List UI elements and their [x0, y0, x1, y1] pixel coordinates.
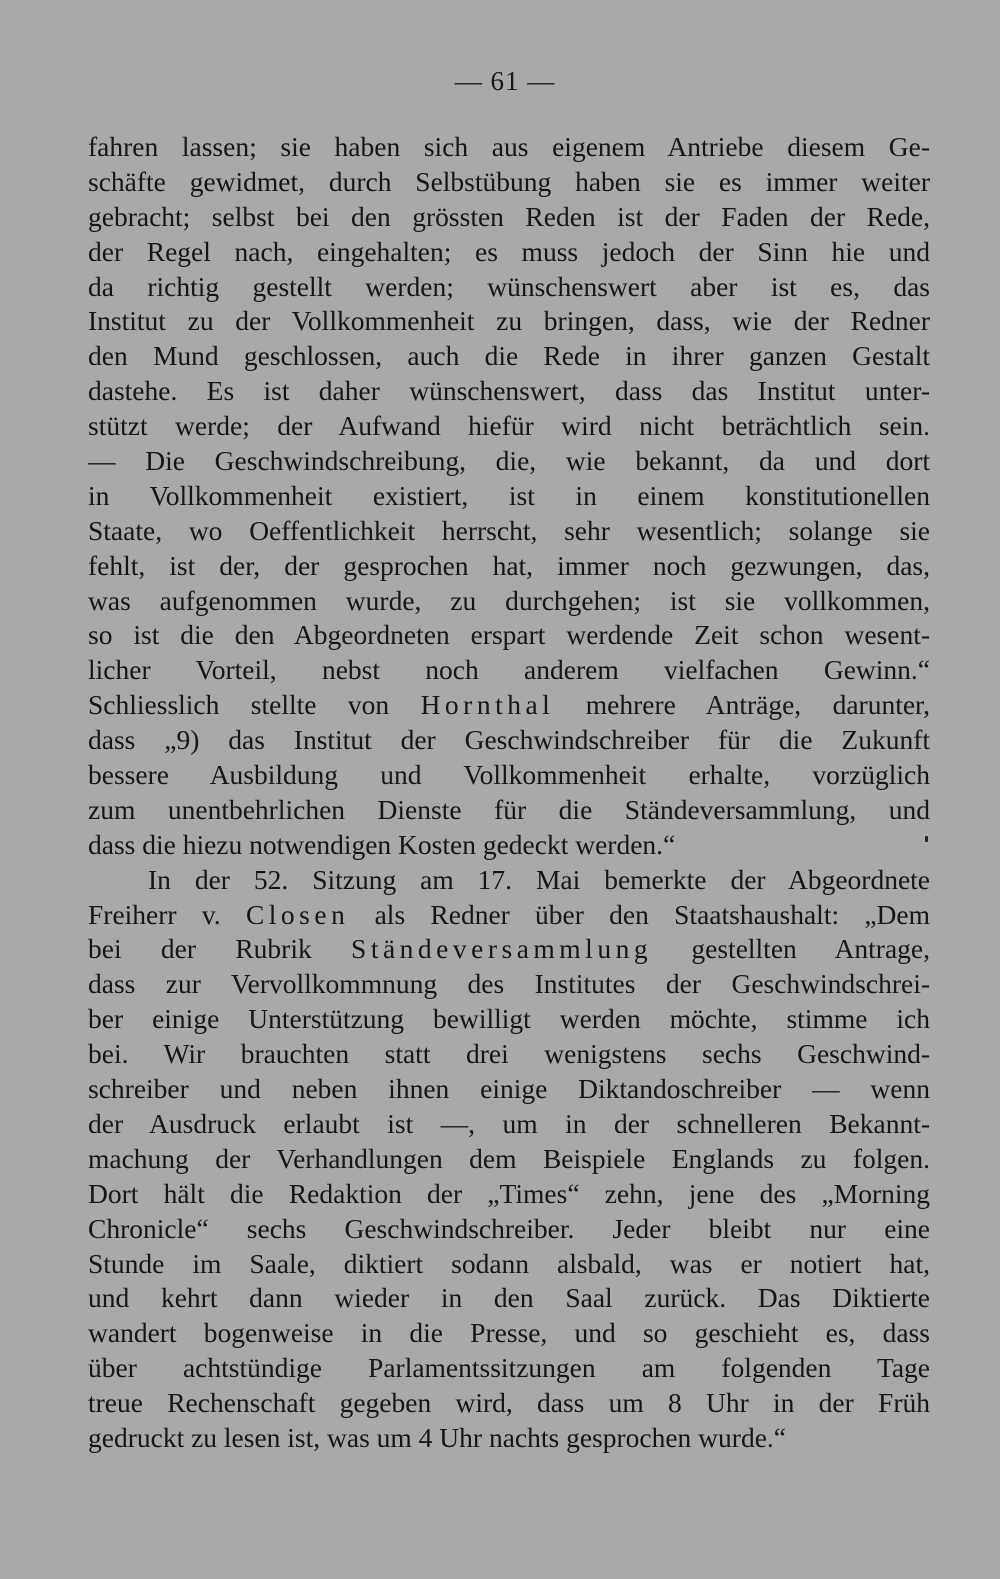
text-line: schäfte gewidmet, durch Selbstübung haben sie es immer weiter	[88, 165, 930, 197]
text-line: treue Rechenschaft gegeben wird, dass um 8 Uhr in der Früh	[88, 1387, 930, 1419]
spaced-name-closen: Closen	[245, 898, 350, 930]
text-fragment: mehrere Anträge, darunter,	[585, 689, 930, 721]
text-line: dass zur Vervollkommnung des Institutes der Geschwindschrei-	[88, 968, 930, 1000]
text-line-closen	[88, 898, 930, 933]
text-fragment: gestellten Antrage,	[691, 933, 931, 965]
text-line: so ist die den Abgeordneten erspart werdende Zeit schon wesent-	[88, 619, 930, 651]
text-line: der Regel nach, eingehalten; es muss jedoch der Sinn hie und	[88, 235, 930, 267]
text-line: gedruckt zu lesen ist, was um 4 Uhr nachts gesprochen wurde.“	[88, 1421, 786, 1453]
text-line: und kehrt dann wieder in den Saal zurück. Das Diktierte	[88, 1282, 930, 1314]
text-fragment: Schliesslich stellte von	[88, 689, 390, 721]
text-line: da richtig gestellt werden; wünschenswert aber ist es, das	[88, 270, 930, 302]
text-line: Staate, wo Oeffentlichkeit herrscht, sehr wesentlich; solange sie	[88, 514, 930, 546]
text-line: gebracht; selbst bei den grössten Reden ist der Faden der Rede,	[88, 200, 930, 232]
text-line-hornthal	[88, 688, 930, 723]
text-line: Institut zu der Vollkommenheit zu bringen, dass, wie der Redner	[88, 305, 930, 337]
text-line: — Die Geschwindschreibung, die, wie bekannt, da und dort	[88, 445, 930, 477]
text-line: schreiber und neben ihnen einige Diktandoschreiber — wenn	[88, 1073, 930, 1105]
page-number: — 61 —	[454, 66, 556, 96]
scan-speck	[925, 836, 928, 842]
text-line: Dort hält die Redaktion der „Times“ zehn, jene des „Morning	[88, 1177, 930, 1209]
text-line: fahren lassen; sie haben sich aus eigenem Antriebe diesem Ge-	[88, 131, 930, 162]
text-line: Stunde im Saale, diktiert sodann alsbald, was er notiert hat,	[88, 1247, 930, 1279]
text-line: bessere Ausbildung und Vollkommenheit erhalte, vorzüglich	[88, 759, 930, 791]
text-line: zum unentbehrlichen Dienste für die Ständeversammlung, und	[88, 793, 930, 825]
text-line: über achtstündige Parlamentssitzungen am folgenden Tage	[88, 1352, 930, 1384]
text-line: wandert bogenweise in die Presse, und so geschieht es, dass	[88, 1317, 930, 1349]
body-text	[88, 130, 930, 1456]
text-line: den Mund geschlossen, auch die Rede in ihrer ganzen Gestalt	[88, 340, 930, 372]
text-line: was aufgenommen wurde, zu durchgehen; ist sie vollkommen,	[88, 584, 930, 616]
spaced-name-hornthal: Hornthal	[420, 689, 555, 721]
text-line: licher Vorteil, nebst noch anderem vielfachen Gewinn.“	[88, 654, 930, 686]
text-line: in Vollkommenheit existiert, ist in einem konstitutionellen	[88, 479, 930, 511]
text-line: Chronicle“ sechs Geschwindschreiber. Jeder bleibt nur eine	[88, 1212, 930, 1244]
text-fragment: bei der Rubrik	[88, 933, 312, 965]
text-line: ber einige Unterstützung bewilligt werden möchte, stimme ich	[88, 1003, 930, 1035]
text-line-paragraph-start: In der 52. Sitzung am 17. Mai bemerkte der Abgeordnete	[148, 863, 930, 895]
text-line: der Ausdruck erlaubt ist —, um in der schnelleren Bekannt-	[88, 1107, 930, 1139]
text-line: fehlt, ist der, der gesprochen hat, immer noch gezwungen, das,	[88, 549, 930, 581]
text-line: machung der Verhandlungen dem Beispiele Englands zu folgen.	[88, 1142, 930, 1174]
text-line: bei. Wir brauchten statt drei wenigstens sechs Geschwind-	[88, 1038, 930, 1070]
text-fragment: Freiherr v.	[88, 898, 221, 930]
text-line-standeversammlung	[88, 932, 930, 967]
spaced-name-standeversammlung: Ständeversammlung	[351, 933, 653, 965]
text-line: dastehe. Es ist daher wünschenswert, dass das Institut unter-	[88, 375, 930, 407]
text-line: stützt werde; der Aufwand hiefür wird nicht beträchtlich sein.	[88, 410, 930, 442]
text-line: dass die hiezu notwendigen Kosten gedeckt werden.“	[88, 828, 676, 860]
text-line: dass „9) das Institut der Geschwindschreiber für die Zukunft	[88, 724, 930, 756]
text-fragment: als Redner über den Staatshaushalt: „Dem	[374, 898, 931, 930]
